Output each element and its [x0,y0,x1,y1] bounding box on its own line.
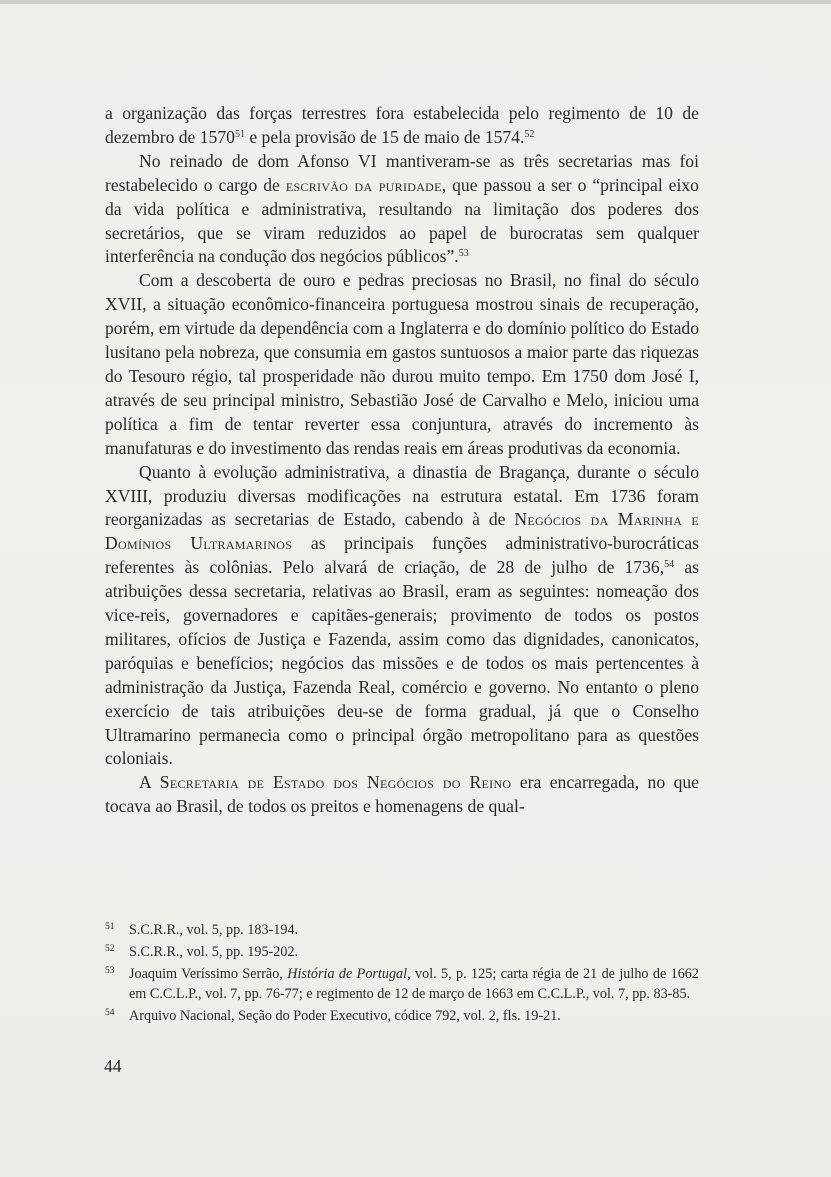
small-caps-term: A Secretaria de Estado dos Negócios do Reino [139,772,512,793]
paragraph-2: No reinado de dom Afonso VI mantiveram-se as três secretarias mas foi restabelecido o cargo de escrivão da puridade, que passou a ser o “principal eixo da vida política e administrativa, resultando na limitação dos poderes dos secretários, que se viram reduzidos ao papel de burocratas sem qualquer interferência na condução dos negócios públicos”.$^{53}$ [105,150,699,267]
footnote [105,942,699,962]
footnote-text: Joaquim Veríssimo Serrão, História de Portugal, vol. 5, p. 125; carta régia de 21 de julho de 1662 em C.C.L.P., vol. 7, pp. 76-77; e regimento de 12 de março de 1663 em C.C.L.P., vol. 7, pp. 83-85. [129,966,699,1002]
paragraph-3: Com a descoberta de ouro e pedras preciosas no Brasil, no final do século XVII, a situação econômico-financeira portuguesa mostrou sinais de recuperação, porém, em virtude da dependência com a Inglaterra e do domínio político do Estado lusitano pela nobreza, que consumia em gastos suntuosos a maior parte das riquezas do Tesouro régio, tal prosperidade não durou muito tempo. Em 1750 dom José I, através de seu principal ministro, Sebastião José de Carvalho e Melo, iniciou uma política a fim de tentar reverter essa conjuntura, através do incremento às manufaturas e do investimento das rendas reais em áreas produtivas da economia. [105,270,699,458]
footnote [105,964,699,1004]
footnotes [105,920,699,1028]
footnote-text: S.C.R.R., vol. 5, pp. 195-202. [129,944,299,960]
small-caps-term: Negócios da Marinha e Domínios Ultramarinos [105,509,699,554]
paragraph-1: a organização das forças terrestres fora estabelecida pelo regimento de 10 de dezembro de 1570$^{51}$ e pela provisão de 15 de maio de 1574.52 [105,103,699,147]
footnote-ref-53: 53 [458,248,469,260]
footnote-number: 52 [105,944,115,954]
footnote-text: S.C.R.R., vol. 5, pp. 183-194. [129,922,299,938]
footnote-text: Arquivo Nacional, Seção do Poder Executivo, códice 792, vol. 2, fls. 19-21. [129,1008,561,1024]
footnote-ref-52: 52 [524,128,535,140]
footnote-ref-54: 54 [664,559,675,571]
body-text [105,102,699,819]
page-number: 44 [104,1056,122,1076]
book-title: História de Portugal [287,966,408,982]
footnote-number: 53 [105,966,115,976]
footnote-number: 51 [105,922,115,932]
page-top-edge [0,0,831,4]
footnote [105,920,699,940]
footnote-ref-51: 51 [234,128,245,140]
paragraph-4: Quanto à evolução administrativa, a dinastia de Bragança, durante o século XVIII, produziu diversas modificações na estrutura estatal. Em 1736 foram reorganizadas as secretarias de Estado, cabendo à de Negócios da Marinha e Domínios Ultramarinos as principais funções administrativo-burocráticas referentes às colônias. Pelo alvará de criação, de 28 de julho de 1736,54 as atribuições dessa secretaria, relativas ao Brasil, eram as seguintes: nomeação dos vice-reis, governadores e capitães-generais; provimento de todos os postos militares, ofícios de Justiça e Fazenda, assim como das dignidades, canonicatos, paróquias e benefícios; negócios das missões e de todos os mais pertencentes à administração da Justiça, Fazenda Real, comércio e governo. No entanto o pleno exercício de tais atribuições deu-se de forma gradual, já que o Conselho Ultramarino permanecia como o principal órgão metropolitano para as questões coloniais. [105,461,699,769]
small-caps-term: escrivão da puridade [285,174,442,195]
footnote-number: 54 [105,1008,115,1018]
paragraph-5: A Secretaria de Estado dos Negócios do Reino era encarregada, no que tocava ao Brasil, de todos os preitos e homenagens de qual- [105,772,699,817]
footnote [105,1006,699,1026]
